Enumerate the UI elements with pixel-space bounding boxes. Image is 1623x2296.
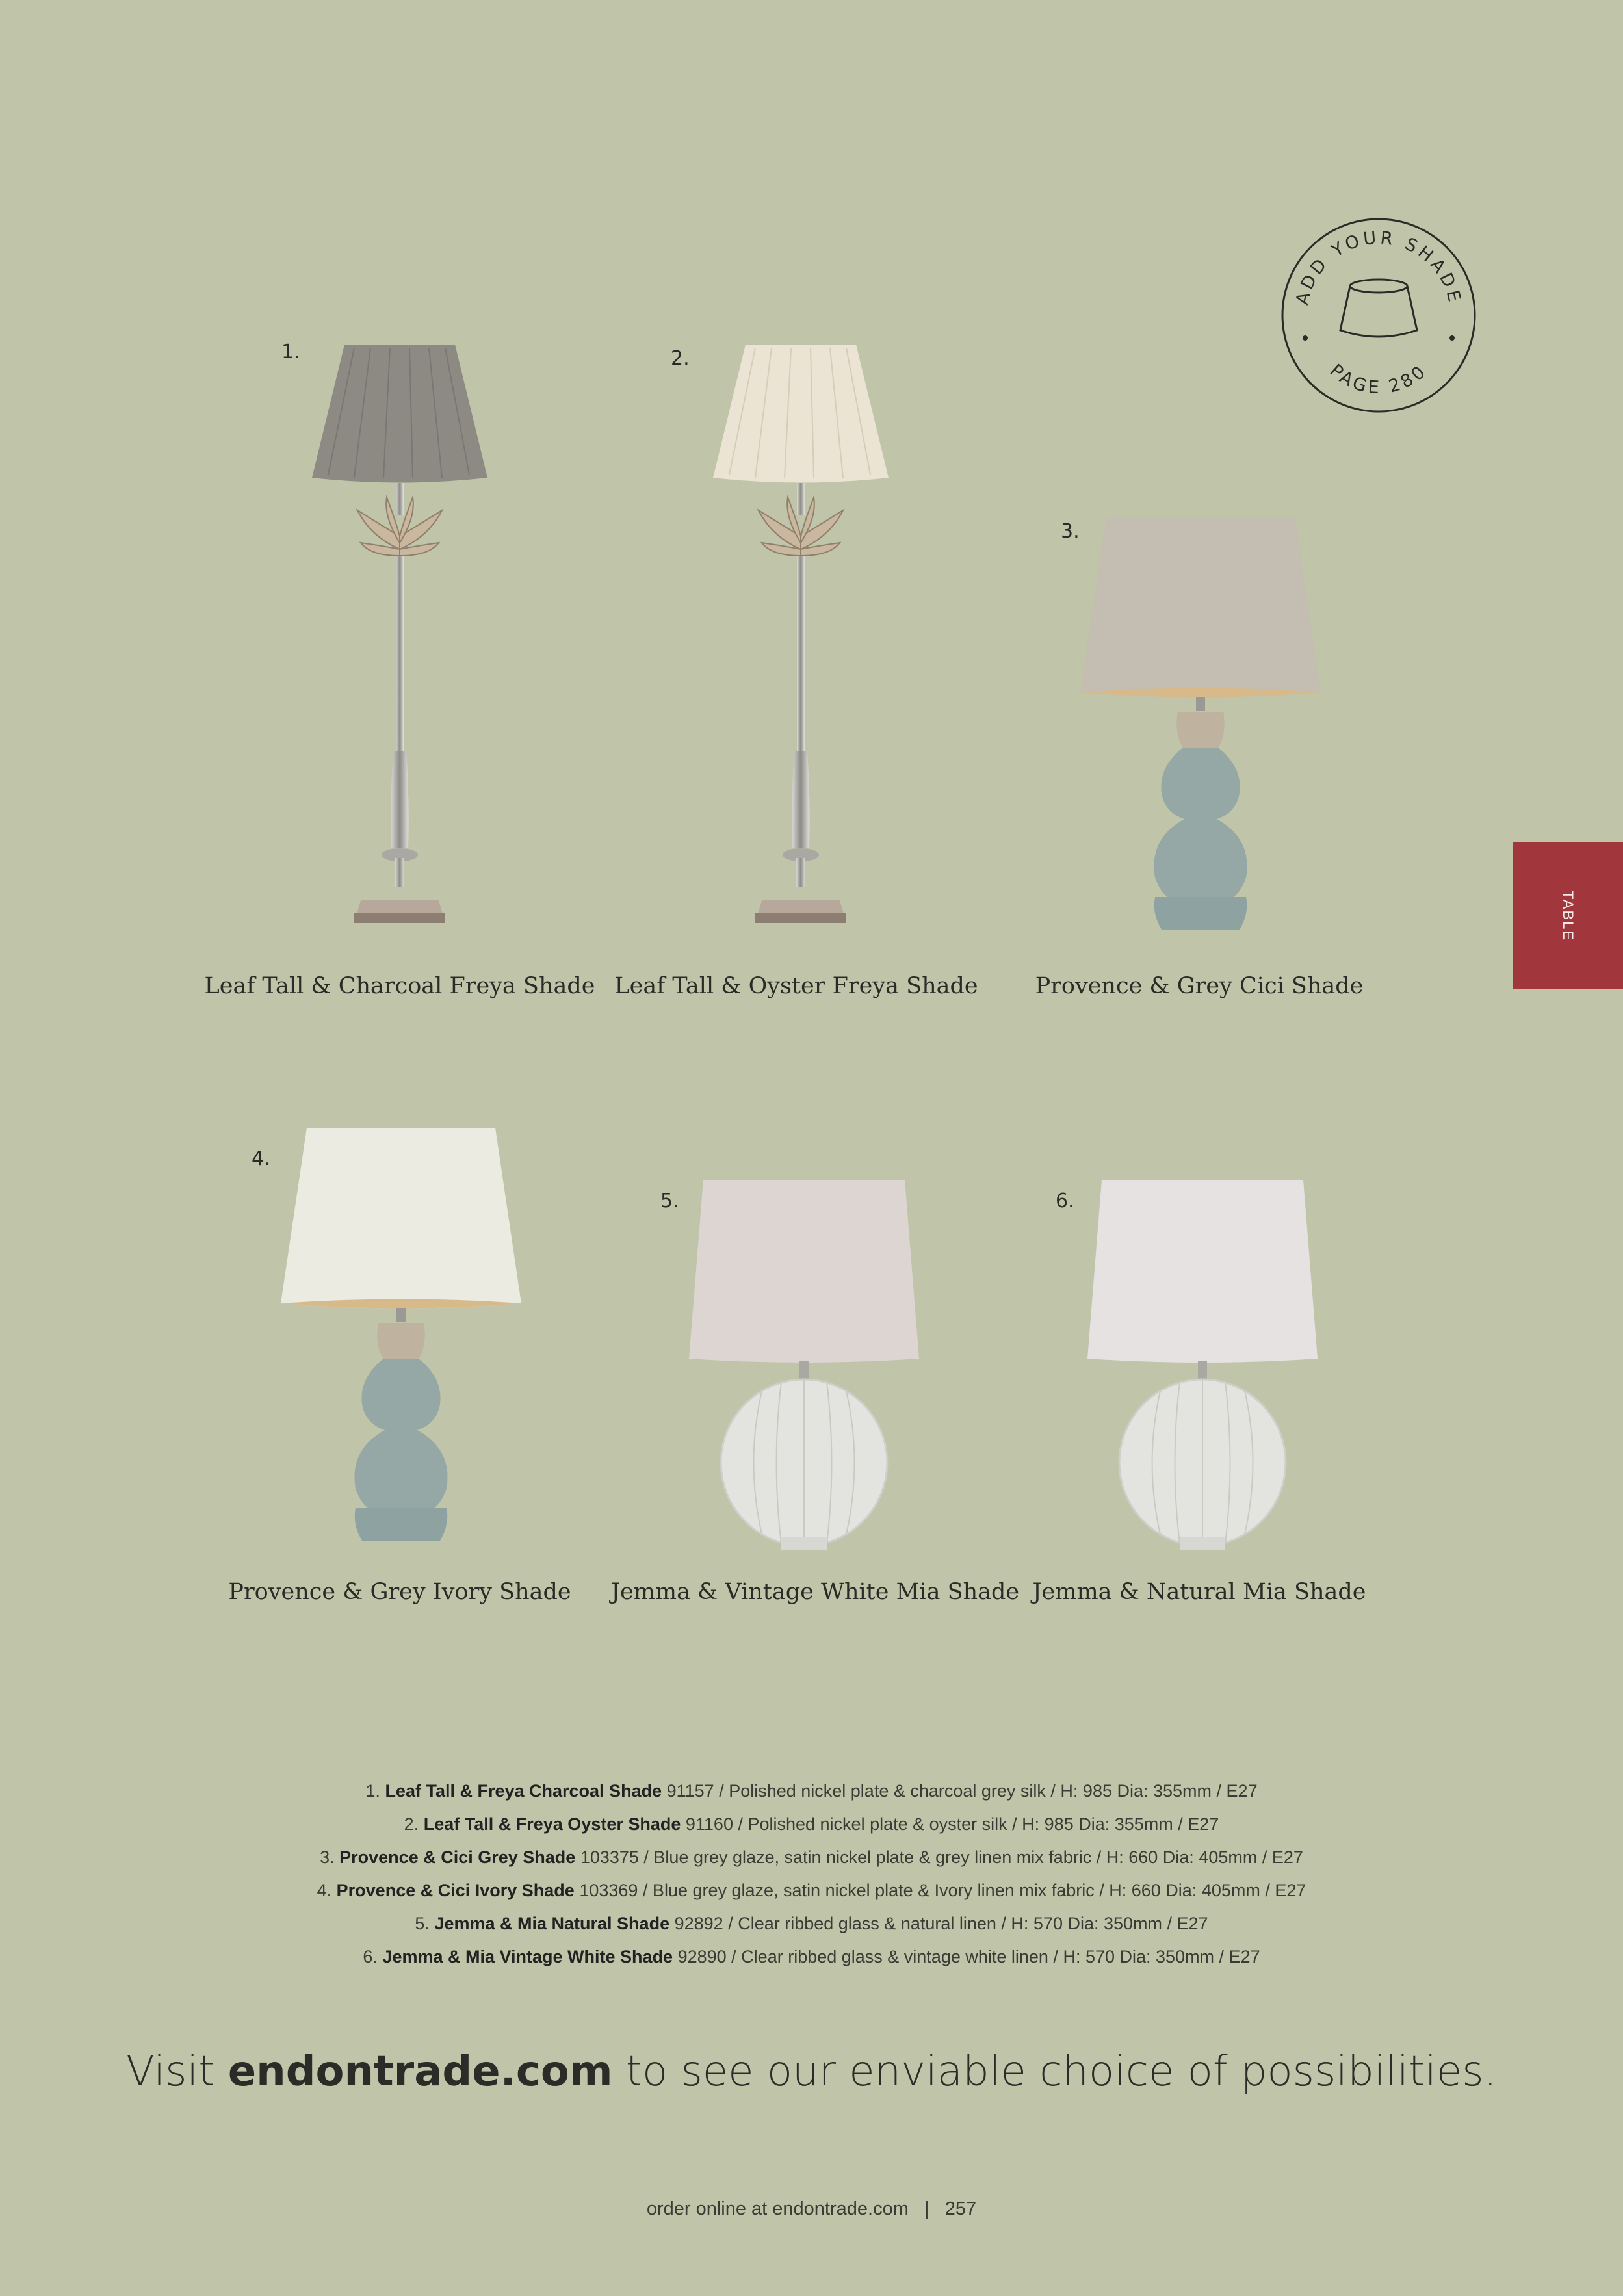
lamp-image-leaf-tall-oyster	[694, 341, 908, 933]
lamp-image-jemma-natural	[1082, 1177, 1323, 1554]
product-caption: Provence & Grey Ivory Shade	[228, 1579, 571, 1605]
product-number: 4.	[252, 1147, 270, 1170]
product-caption: Leaf Tall & Oyster Freya Shade	[614, 973, 978, 999]
product-caption: Jemma & Natural Mia Shade	[1032, 1579, 1366, 1605]
page-number: 257	[944, 2198, 977, 2219]
shade	[689, 1180, 919, 1363]
svg-text:PAGE 280	[1326, 360, 1431, 398]
badge-top-text: ADD YOUR SHADE	[1292, 228, 1465, 307]
shade	[281, 1128, 521, 1309]
website-link[interactable]: endontrade.com	[227, 2048, 613, 2096]
side-tab-table[interactable]: TABLE	[1513, 842, 1623, 989]
tagline: Visit endontrade.com to see our enviable choice of possibilities.	[126, 2048, 1497, 2096]
product-number: 6.	[1056, 1190, 1074, 1212]
product-caption: Leaf Tall & Charcoal Freya Shade	[204, 973, 595, 999]
spec-line: 3. Provence & Cici Grey Shade 103375 / Blue grey glaze, satin nickel plate & grey linen mix fabric / H: 660 Dia: 405mm / E27	[320, 1847, 1303, 1867]
lamp-image-provence-grey-ivory	[274, 1125, 528, 1547]
lamp-image-jemma-vintage-white	[684, 1177, 924, 1554]
spec-list	[0, 1775, 1623, 1974]
spec-line: 4. Provence & Cici Ivory Shade 103369 / Blue grey glaze, satin nickel plate & Ivory linen mix fabric / H: 660 Dia: 405mm / E27	[317, 1881, 1306, 1900]
product-number: 3.	[1061, 520, 1080, 543]
shade	[312, 345, 487, 483]
product-number: 2.	[671, 347, 690, 370]
lampshade-icon	[1340, 280, 1417, 337]
spec-line: 5. Jemma & Mia Natural Shade 92892 / Clear ribbed glass & natural linen / H: 570 Dia: 350mm / E27	[415, 1914, 1208, 1933]
shade	[713, 345, 889, 483]
spec-line: 1. Leaf Tall & Freya Charcoal Shade 91157 / Polished nickel plate & charcoal grey silk / H: 985 Dia: 355mm / E27	[365, 1781, 1258, 1801]
product-caption: Jemma & Vintage White Mia Shade	[611, 1579, 1020, 1605]
spec-line: 2. Leaf Tall & Freya Oyster Shade 91160 / Polished nickel plate & oyster silk / H: 985 Dia: 355mm / E27	[404, 1814, 1219, 1834]
lamp-image-provence-grey-cici	[1074, 514, 1327, 936]
product-caption: Provence & Grey Cici Shade	[1035, 973, 1364, 999]
spec-line: 6. Jemma & Mia Vintage White Shade 92890 / Clear ribbed glass & vintage white linen / H: 570 Dia: 350mm / E27	[363, 1947, 1260, 1966]
product-number: 1.	[281, 341, 300, 363]
footer-separator: |	[924, 2198, 929, 2219]
badge-bottom-text: PAGE 280	[1325, 360, 1432, 398]
lamp-image-leaf-tall-charcoal	[292, 341, 507, 933]
shade	[1087, 1180, 1318, 1363]
product-number: 5.	[660, 1190, 679, 1212]
footer-text: order online at endontrade.com	[646, 2198, 909, 2219]
footer	[0, 2198, 1623, 2220]
shade	[1080, 517, 1321, 698]
add-your-shade-badge	[1278, 215, 1479, 416]
